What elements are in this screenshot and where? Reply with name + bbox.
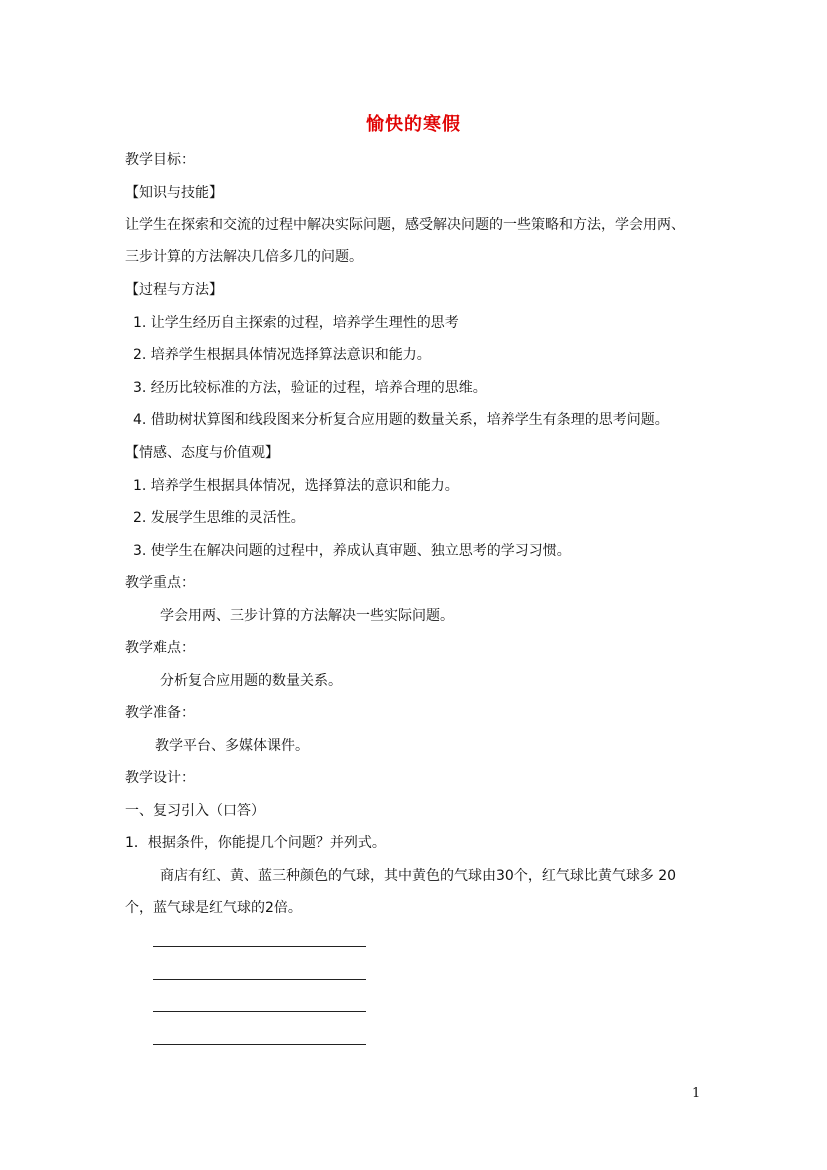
list-item: 2. 培养学生根据具体情况选择算法意识和能力。 (133, 347, 431, 363)
paragraph-text: 分析复合应用题的数量关系。 (160, 673, 342, 689)
section-emotion-attitude: 【情感、态度与价值观】 (125, 445, 279, 461)
list-item: 1. 培养学生根据具体情况，选择算法的意识和能力。 (133, 478, 459, 494)
answer-blank-line (153, 946, 366, 947)
section-knowledge-skills: 【知识与技能】 (125, 185, 223, 201)
list-item: 1. 让学生经历自主探索的过程，培养学生理性的思考 (133, 315, 459, 331)
document-title: 愉快的寒假 (366, 114, 461, 135)
paragraph-text: 个，蓝气球是红气球的2倍。 (125, 900, 302, 916)
paragraph-text: 教学平台、多媒体课件。 (155, 738, 309, 754)
heading-key-points: 教学重点： (125, 575, 195, 591)
heading-objectives: 教学目标： (125, 152, 195, 168)
list-item: 3. 使学生在解决问题的过程中，养成认真审题、独立思考的学习习惯。 (133, 543, 571, 559)
heading-preparation: 教学准备： (125, 705, 195, 721)
paragraph-text: 学会用两、三步计算的方法解决一些实际问题。 (160, 608, 454, 624)
list-item: 4. 借助树状算图和线段图来分析复合应用题的数量关系，培养学生有条理的思考问题。 (133, 412, 669, 428)
paragraph-text: 商店有红、黄、蓝三种颜色的气球，其中黄色的气球由30个，红气球比黄气球多 20 (160, 868, 677, 884)
question-text: 1．根据条件，你能提几个问题？并列式。 (125, 835, 386, 851)
paragraph-text: 三步计算的方法解决几倍多几的问题。 (125, 249, 363, 265)
answer-blank-line (153, 1011, 366, 1012)
paragraph-text: 让学生在探索和交流的过程中解决实际问题，感受解决问题的一些策略和方法，学会用两、 (125, 217, 685, 233)
heading-design: 教学设计： (125, 770, 195, 786)
heading-difficulties: 教学难点： (125, 640, 195, 656)
list-item: 2. 发展学生思维的灵活性。 (133, 510, 305, 526)
list-item: 3. 经历比较标准的方法，验证的过程，培养合理的思维。 (133, 380, 487, 396)
section-review: 一、复习引入（口答） (125, 803, 265, 819)
page-number: 1 (692, 1086, 701, 1101)
section-process-methods: 【过程与方法】 (125, 282, 223, 298)
answer-blank-line (153, 1044, 366, 1045)
answer-blank-line (153, 979, 366, 980)
